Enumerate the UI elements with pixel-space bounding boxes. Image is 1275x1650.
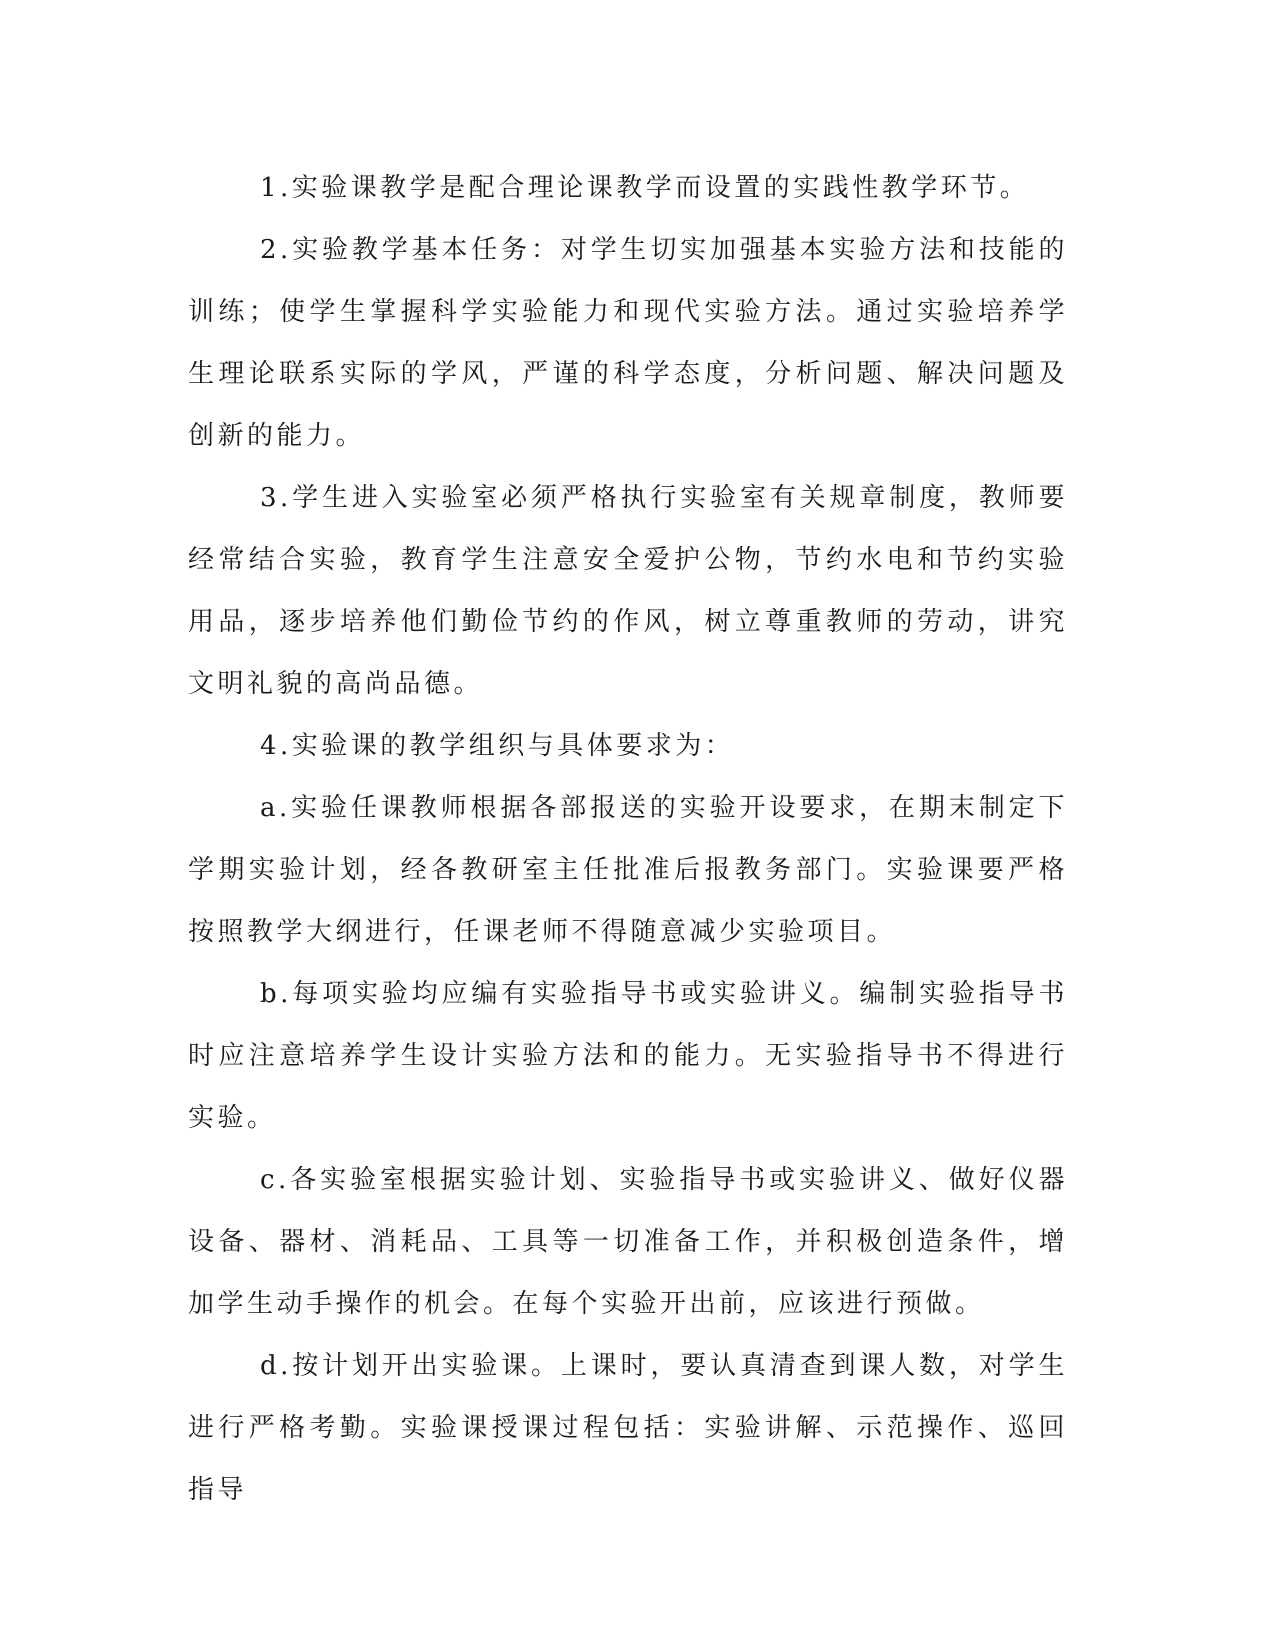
document-body [188, 157, 1068, 1521]
paragraph-1: 1.实验课教学是配合理论课教学而设置的实践性教学环节。 [260, 173, 1030, 203]
paragraph-2: 2.实验教学基本任务：对学生切实加强基本实验方法和技能的训练；使学生掌握科学实验能力和现代实验方法。通过实验培养学生理论联系实际的学风，严谨的科学态度，分析问题、解决问题及创新的能力。 [188, 235, 1068, 451]
paragraph-b: b.每项实验均应编有实验指导书或实验讲义。编制实验指导书时应注意培养学生设计实验方法和的能力。无实验指导书不得进行实验。 [188, 979, 1068, 1133]
paragraph-4: 4.实验课的教学组织与具体要求为： [260, 731, 735, 761]
paragraph-c: c.各实验室根据实验计划、实验指导书或实验讲义、做好仪器设备、器材、消耗品、工具等一切准备工作，并积极创造条件，增加学生动手操作的机会。在每个实验开出前，应该进行预做。 [188, 1165, 1068, 1319]
paragraph-3: 3.学生进入实验室必须严格执行实验室有关规章制度，教师要经常结合实验，教育学生注意安全爱护公物，节约水电和节约实验用品，逐步培养他们勤俭节约的作风，树立尊重教师的劳动，讲究文明礼貌的高尚品德。 [188, 483, 1068, 699]
paragraph-a: a.实验任课教师根据各部报送的实验开设要求，在期末制定下学期实验计划，经各教研室主任批准后报教务部门。实验课要严格按照教学大纲进行，任课老师不得随意减少实验项目。 [188, 793, 1068, 947]
paragraph-d: d.按计划开出实验课。上课时，要认真清查到课人数，对学生进行严格考勤。实验课授课过程包括：实验讲解、示范操作、巡回指导 [188, 1351, 1068, 1505]
